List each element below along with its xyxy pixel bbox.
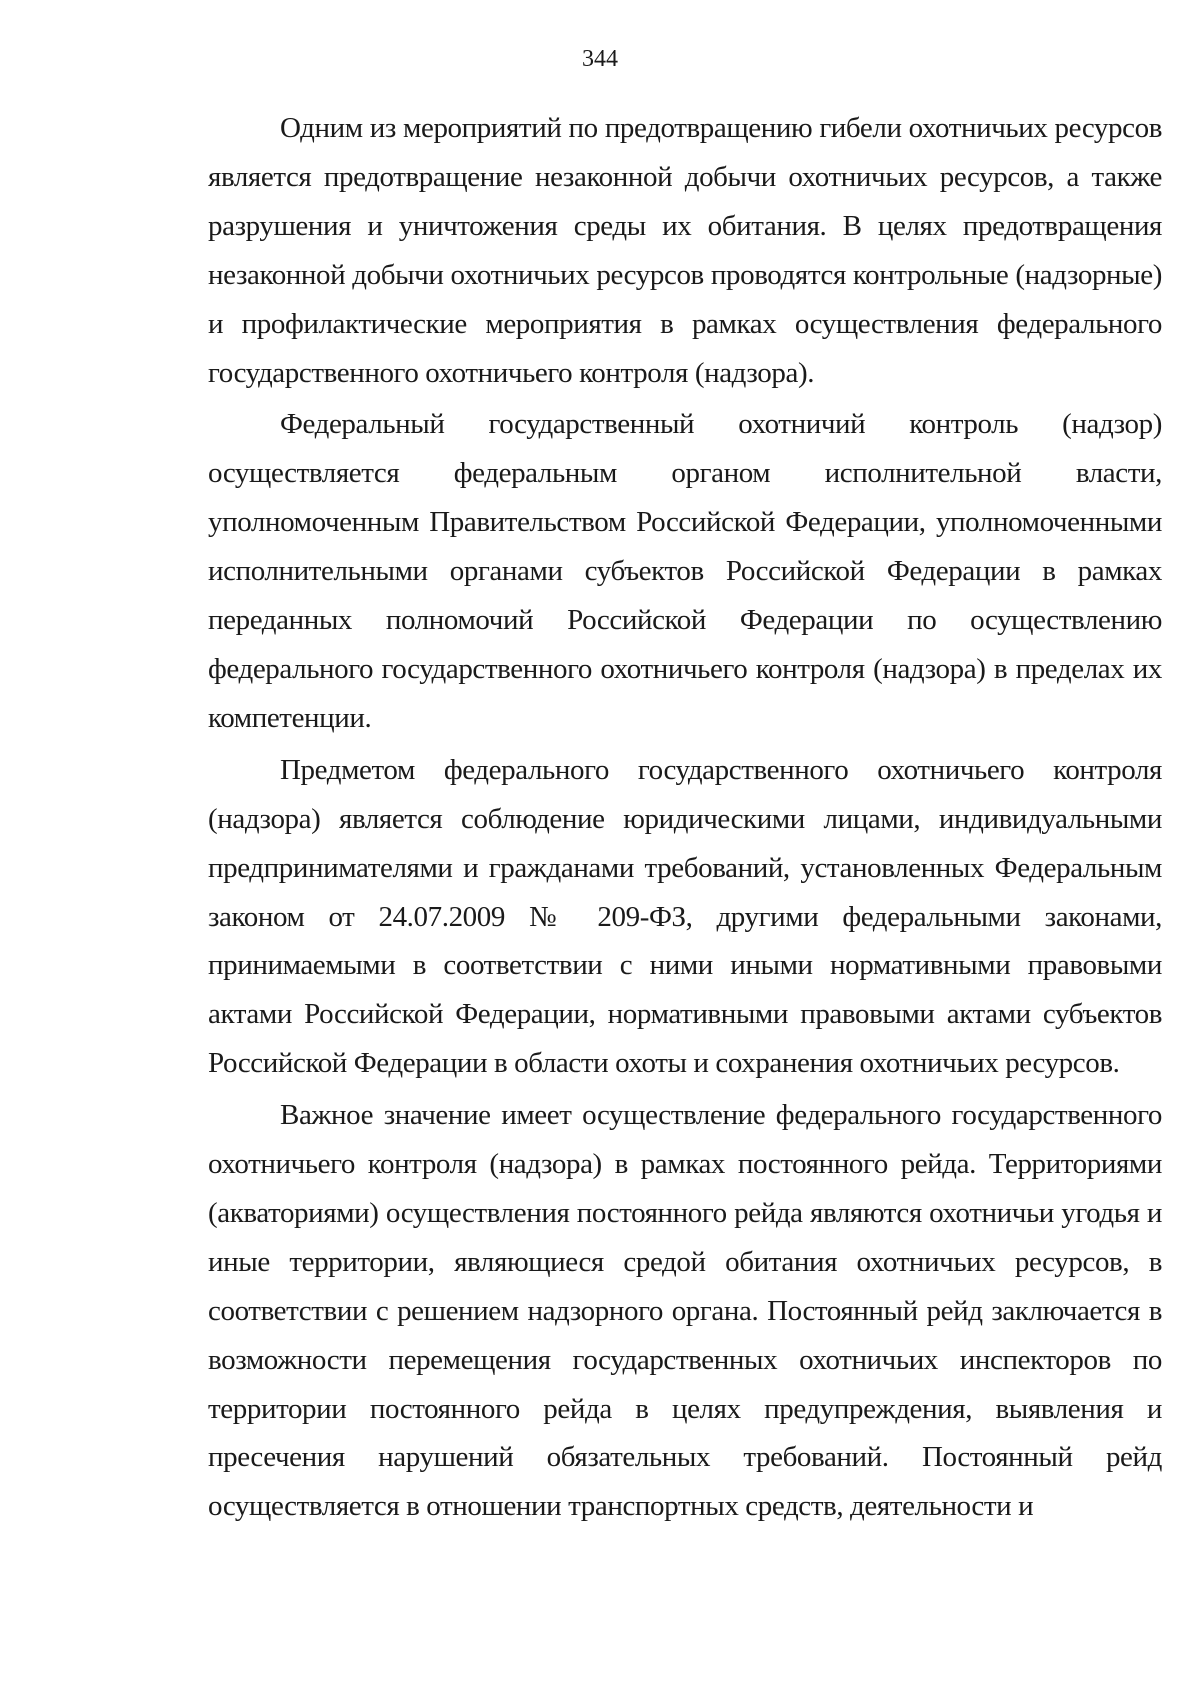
paragraph-3: Предметом федерального государственного охотничьего контроля (надзора) является соблюдение юридическими лицами, индивидуальными предпринимателями и гражданами требований, установленных Федеральным законом от 24.07.2009 № 209-ФЗ, другими федеральными законами, принимаемыми в соответствии с ними иными нормативными правовыми актами Российской Федерации, нормативными правовыми актами субъектов Российской Федерации в области охоты и сохранения охотничьих ресурсов. [208,753,1162,1080]
page-number: 344 [582,46,618,72]
document-body [208,104,1162,1534]
paragraph-4: Важное значение имеет осуществление федерального государственного охотничьего контроля (надзора) в рамках постоянного рейда. Территориями (акваториями) осуществления постоянного рейда являются охотничьи угодья и иные территории, являющиеся средой обитания охотничьих ресурсов, в соответствии с решением надзорного органа. Постоянный рейд заключается в возможности перемещения государственных охотничьих инспекторов по территории постоянного рейда в целях предупреждения, выявления и пресечения нарушений обязательных требований. Постоянный рейд осуществляется в отношении транспортных средств, деятельности и [208,1099,1162,1523]
paragraph-1: Одним из мероприятий по предотвращению гибели охотничьих ресурсов является предотвращение незаконной добычи охотничьих ресурсов, а также разрушения и уничтожения среды их обитания. В целях предотвращения незаконной добычи охотничьих ресурсов проводятся контрольные (надзорные) и профилактические мероприятия в рамках осуществления федерального государственного охотничьего контроля (надзора). [208,112,1162,389]
paragraph-2: Федеральный государственный охотничий контроль (надзор) осуществляется федеральным органом исполнительной власти, уполномоченным Правительством Российской Федерации, уполномоченными исполнительными органами субъектов Российской Федерации в рамках переданных полномочий Российской Федерации по осуществлению федерального государственного охотничьего контроля (надзора) в пределах их компетенции. [208,408,1162,734]
